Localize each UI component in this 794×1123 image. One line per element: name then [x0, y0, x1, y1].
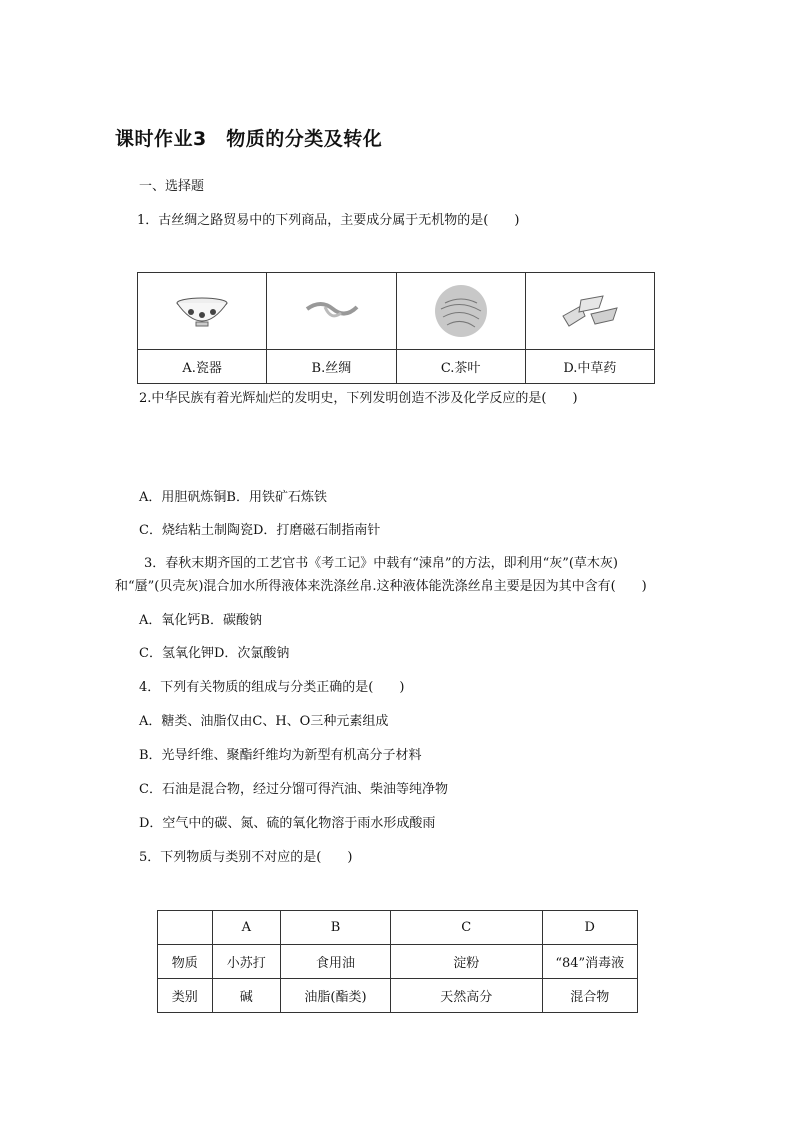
table-cell: 油脂(酯类) — [280, 979, 390, 1013]
question-3-options-ab: A．氧化钙B．碳酸钠 — [139, 613, 262, 628]
option-label-a: A.瓷器 — [138, 350, 267, 384]
table-cell: 淀粉 — [390, 945, 542, 979]
page-title: 课时作业3 物质的分类及转化 — [115, 128, 383, 150]
question-2-options-ab: A．用胆矾炼铜B．用铁矿石炼铁 — [139, 490, 327, 505]
image-cell-b — [267, 273, 396, 350]
question-4-option-b: B．光导纤维、聚酯纤维均为新型有机高分子材料 — [139, 748, 422, 763]
table-header-cell: D — [542, 911, 637, 945]
question-5-stem: 5．下列物质与类别不对应的是( ) — [139, 850, 353, 865]
question-1-image-table — [137, 272, 655, 384]
table-cell: 食用油 — [280, 945, 390, 979]
question-4-stem: 4．下列有关物质的组成与分类正确的是( ) — [139, 680, 405, 695]
question-1-stem: 1．古丝绸之路贸易中的下列商品，主要成分属于无机物的是( ) — [137, 213, 520, 228]
table-cell: 碱 — [212, 979, 280, 1013]
image-cell-c — [396, 273, 525, 350]
image-cell-a — [138, 273, 267, 350]
question-3-options-cd: C．氢氧化钾D．次氯酸钠 — [139, 646, 290, 661]
table-row-label: 类别 — [158, 979, 213, 1013]
question-3-stem-line1: 3．春秋末期齐国的工艺官书《考工记》中载有“涑帛”的方法，即利用“灰”(草木灰) — [144, 556, 618, 571]
table-header-cell: B — [280, 911, 390, 945]
question-5-table — [157, 910, 638, 1013]
question-2-stem: 2.中华民族有着光辉灿烂的发明史，下列发明创造不涉及化学反应的是( ) — [139, 391, 578, 406]
tea-leaves-icon — [431, 281, 491, 341]
table-row-label: 物质 — [158, 945, 213, 979]
table-cell: 天然高分 — [390, 979, 542, 1013]
option-label-d: D.中草药 — [525, 350, 654, 384]
silk-ribbon-icon — [301, 291, 361, 331]
table-header-cell: A — [212, 911, 280, 945]
herbal-medicine-icon — [555, 286, 625, 336]
question-2-options-cd: C．烧结粘土制陶瓷D．打磨磁石制指南针 — [139, 523, 381, 538]
porcelain-bowl-icon — [172, 291, 232, 331]
option-label-b: B.丝绸 — [267, 350, 396, 384]
table-cell: 混合物 — [542, 979, 637, 1013]
question-4-option-c: C．石油是混合物，经过分馏可得汽油、柴油等纯净物 — [139, 782, 448, 797]
table-header-cell — [158, 911, 213, 945]
section-heading: 一、选择题 — [139, 179, 205, 194]
question-4-option-a: A．糖类、油脂仅由C、H、O三种元素组成 — [139, 714, 389, 729]
image-cell-d — [525, 273, 654, 350]
option-label-c: C.茶叶 — [396, 350, 525, 384]
table-cell: “84”消毒液 — [542, 945, 637, 979]
table-cell: 小苏打 — [212, 945, 280, 979]
question-4-option-d: D．空气中的碳、氮、硫的氧化物溶于雨水形成酸雨 — [139, 816, 436, 831]
question-3-stem-line2: 和“蜃”(贝壳灰)混合加水所得液体来洗涤丝帛.这种液体能洗涤丝帛主要是因为其中含有( ) — [115, 579, 647, 594]
table-header-cell: C — [390, 911, 542, 945]
